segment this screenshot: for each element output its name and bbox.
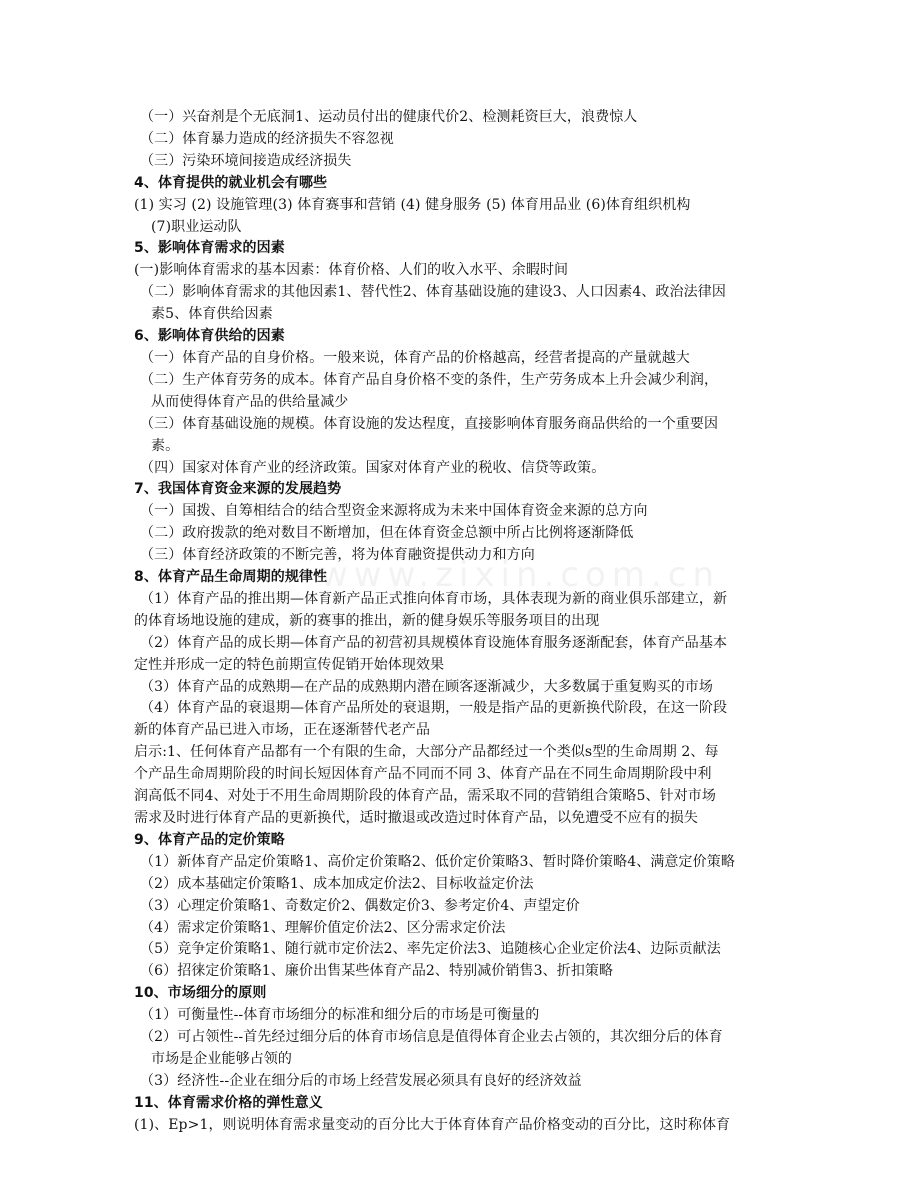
text-line: （一）体育产品的自身价格。一般来说，体育产品的价格越高，经营者提高的产量就越大 xyxy=(140,349,690,366)
text-line: （三）体育基础设施的规模。体育设施的发达程度，直接影响体育服务商品供给的一个重要因 xyxy=(140,415,719,432)
text-line: （二）政府拨款的绝对数目不断增加，但在体育资金总额中所占比例将逐渐降低 xyxy=(140,525,634,542)
text-line: （二）影响体育需求的其他因素1、替代性2、体育基础设施的建设3、人口因素4、政治法律因 xyxy=(140,284,726,301)
section-heading: 6、影响体育供给的因素 xyxy=(134,328,285,345)
text-line: （4）体育产品的衰退期—体育产品所处的衰退期，一般是指产品的更新换代阶段，在这一阶段 xyxy=(140,700,728,717)
text-line: 润高低不同4、对处于不用生命周期阶段的体育产品，需采取不同的营销组合策略5、针对市场 xyxy=(134,788,717,805)
text-line: （5）竞争定价策略1、随行就市定价法2、率先定价法3、追随核心企业定价法4、边际贡献法 xyxy=(140,941,721,958)
text-line: （3）心理定价策略1、奇数定价2、偶数定价3、参考定价4、声望定价 xyxy=(140,897,580,914)
text-line: 素5、体育供给因素 xyxy=(151,306,273,323)
text-line: (1)、Ep>1，则说明体育需求量变动的百分比大于体育体育产品价格变动的百分比，这时称体育 xyxy=(134,1116,731,1133)
text-line: （二）体育暴力造成的经济损失不容忽视 xyxy=(140,130,394,147)
text-line: 从而使得体育产品的供给量减少 xyxy=(151,393,349,410)
section-heading: 8、体育产品生命周期的规律性 xyxy=(134,569,328,586)
text-line: 需求及时进行体育产品的更新换代，适时撤退或改造过时体育产品，以免遭受不应有的损失 xyxy=(134,810,698,826)
text-line: （1）可衡量性--体育市场细分的标准和细分后的市场是可衡量的 xyxy=(140,1007,540,1024)
text-line: （二）生产体育劳务的成本。体育产品自身价格不变的条件，生产劳务成本上升会减少利润， xyxy=(140,371,719,388)
text-line: 的体育场地设施的建成，新的赛事的推出，新的健身娱乐等服务项目的出现 xyxy=(134,612,600,629)
text-line: （6）招徕定价策略1、廉价出售某些体育产品2、特别减价销售3、折扣策略 xyxy=(140,963,614,980)
section-heading: 11、体育需求价格的弹性意义 xyxy=(134,1094,323,1111)
text-line: （1）新体育产品定价策略1、高价定价策略2、低价定价策略3、暂时降价策略4、满意定价策略 xyxy=(140,853,735,870)
text-line: (1) 实习 (2) 设施管理(3) 体育赛事和营销 (4) 健身服务 (5) 体育用品业 (6)体育组织机构 xyxy=(134,196,691,213)
text-line: （2）可占领性--首先经过细分后的体育市场信息是值得体育企业去占领的，其次细分后的体育 xyxy=(140,1029,723,1046)
text-line: （1）体育产品的推出期—体育新产品正式推向体育市场，具体表现为新的商业俱乐部建立，新 xyxy=(140,590,728,607)
section-heading: 9、体育产品的定价策略 xyxy=(134,831,285,848)
document-body xyxy=(134,107,794,1137)
text-line: （三）体育经济政策的不断完善，将为体育融资提供动力和方向 xyxy=(140,547,535,564)
text-line: 素。 xyxy=(151,437,180,454)
text-line: 市场是企业能够占领的 xyxy=(151,1050,292,1067)
text-line: 定性并形成一定的特色前期宣传促销开始体现效果 xyxy=(134,656,445,673)
section-heading: 10、市场细分的原则 xyxy=(134,985,267,1002)
text-line: （4）需求定价策略1、理解价值定价法2、区分需求定价法 xyxy=(140,919,506,936)
text-line: 启示:1、任何体育产品都有一个有限的生命，大部分产品都经过一个类似s型的生命周期 2、每 xyxy=(134,744,719,761)
text-line: 个产品生命周期阶段的时间长短因体育产品不同而不同 3、体育产品在不同生命周期阶段中利 xyxy=(134,766,712,783)
text-line: （四）国家对体育产业的经济政策。国家对体育产业的税收、信贷等政策。 xyxy=(140,459,606,476)
text-line: （2）成本基础定价策略1、成本加成定价法2、目标收益定价法 xyxy=(140,875,534,892)
text-line: (一)影响体育需求的基本因素：体育价格、人们的收入水平、余暇时间 xyxy=(134,262,569,279)
section-heading: 7、我国体育资金来源的发展趋势 xyxy=(134,481,342,498)
text-line: （3）体育产品的成熟期—在产品的成熟期内潜在顾客逐渐减少，大多数属于重复购买的市场 xyxy=(140,678,714,695)
text-line: （一）国拨、自筹相结合的结合型资金来源将成为未来中国体育资金来源的总方向 xyxy=(140,503,648,520)
section-heading: 5、影响体育需求的因素 xyxy=(134,240,285,257)
text-line: (7)职业运动队 xyxy=(151,218,242,235)
text-line: （三）污染环境间接造成经济损失 xyxy=(140,152,352,169)
section-heading: 4、体育提供的就业机会有哪些 xyxy=(134,174,328,191)
watermark: www.zixin.com.cn xyxy=(320,555,720,595)
text-line: 新的体育产品已进入市场，正在逐渐替代老产品 xyxy=(134,722,431,739)
text-line: （3）经济性--企业在细分后的市场上经营发展必须具有良好的经济效益 xyxy=(140,1072,582,1089)
text-line: （一）兴奋剂是个无底洞1、运动员付出的健康代价2、检测耗资巨大，浪费惊人 xyxy=(140,109,638,125)
text-line: （2）体育产品的成长期—体育产品的初营初具规模体育设施体育服务逐渐配套，体育产品基本 xyxy=(140,634,728,651)
